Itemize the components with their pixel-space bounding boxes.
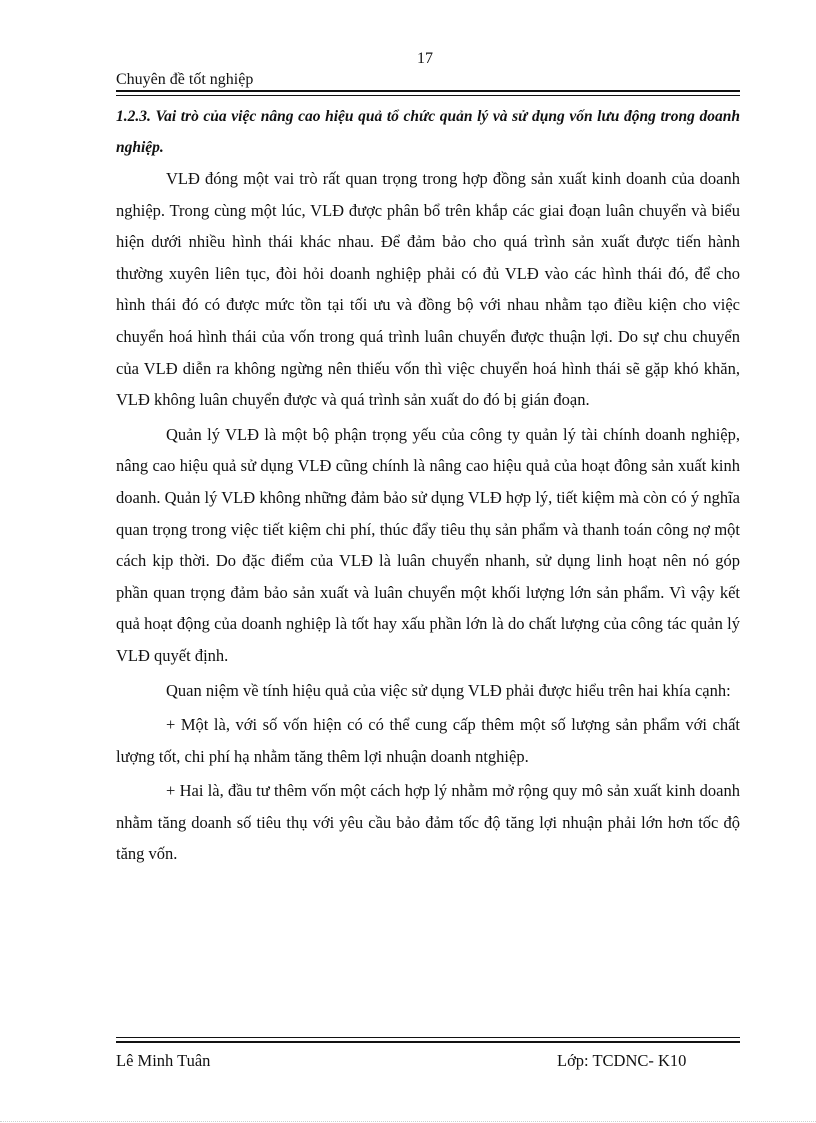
running-title: Chuyên đề tốt nghiệp	[116, 71, 254, 88]
paragraph-aspect-two: + Hai là, đầu tư thêm vốn một cách hợp lý nhằm mở rộng quy mô sản xuất kinh doanh nhằm tăng doanh số tiêu thụ với yêu cầu bảo đảm tốc độ tăng lợi nhuận phải lớn hơn tốc độ tăng vốn.	[116, 781, 740, 864]
footer-class-label: Lớp: TCDNC- K10	[557, 1051, 687, 1070]
header-rule	[116, 90, 740, 96]
page-bottom-border	[0, 1121, 816, 1122]
paragraph-aspect-one: + Một là, với số vốn hiện có có thể cung cấp thêm một số lượng sản phẩm với chất lượng tốt, chi phí hạ nhằm tăng thêm lợi nhuận doanh ntghiệp.	[116, 715, 740, 766]
paragraph-role-of-working-capital: VLĐ đóng một vai trò rất quan trọng trong hợp đồng sản xuất kinh doanh của doanh nghiệp. Trong cùng một lúc, VLĐ được phân bổ trên khắp các giai đoạn luân chuyển và biểu hiện dưới nhiều hình thái khác nhau. Để đảm bảo cho quá trình sản xuất được tiến hành thường xuyên liên tục, đòi hỏi doanh nghiệp phải có đủ VLĐ vào các hình thái đó, để cho hình thái đó có được mức tồn tại tối ưu và đồng bộ với nhau nhằm tạo điều kiện cho việc chuyển hoá hình thái của vốn trong quá trình luân chuyển được thuận lợi. Do sự chu chuyển của VLĐ diễn ra không ngừng nên thiếu vốn thì việc chuyển hoá hình thái sẽ gặp khó khăn, VLĐ không luân chuyển được và quá trình sản xuất do đó bị gián đoạn.	[116, 169, 740, 410]
page-number: 17	[417, 50, 433, 67]
paragraph-working-capital-management: Quản lý VLĐ là một bộ phận trọng yếu của công ty quản lý tài chính doanh nghiệp, nâng cao hiệu quả sử dụng VLĐ cũng chính là nâng cao hiệu quả của hoạt đông sản xuất kinh doanh. Quản lý VLĐ không những đảm bảo sử dụng VLĐ hợp lý, tiết kiệm mà còn có ý nghĩa quan trọng trong việc tiết kiệm chi phí, thúc đẩy tiêu thụ sản phẩm và thanh toán công nợ một cách kịp thời. Do đặc điểm của VLĐ là luân chuyển nhanh, sử dụng linh hoạt nên nó góp phần quan trọng đảm bảo sản xuất và luân chuyển một khối lượng lớn sản phẩm. Vì vậy kết quả hoạt động của doanh nghiệp là tốt hay xấu phần lớn là do chất lượng của công tác quản lý VLĐ quyết định.	[116, 424, 740, 665]
section-heading: 1.2.3. Vai trò của việc nâng cao hiệu quả tổ chức quản lý và sử dụng vốn lưu động trong doanh nghiệp.	[116, 108, 740, 156]
footer-author: Lê Minh Tuân	[116, 1051, 211, 1070]
footer-rule	[116, 1037, 740, 1043]
paragraph-efficiency-concept: Quan niệm về tính hiệu quả của việc sử dụng VLĐ phải được hiểu trên hai khía cạnh:	[166, 680, 731, 700]
page-body	[116, 101, 740, 873]
